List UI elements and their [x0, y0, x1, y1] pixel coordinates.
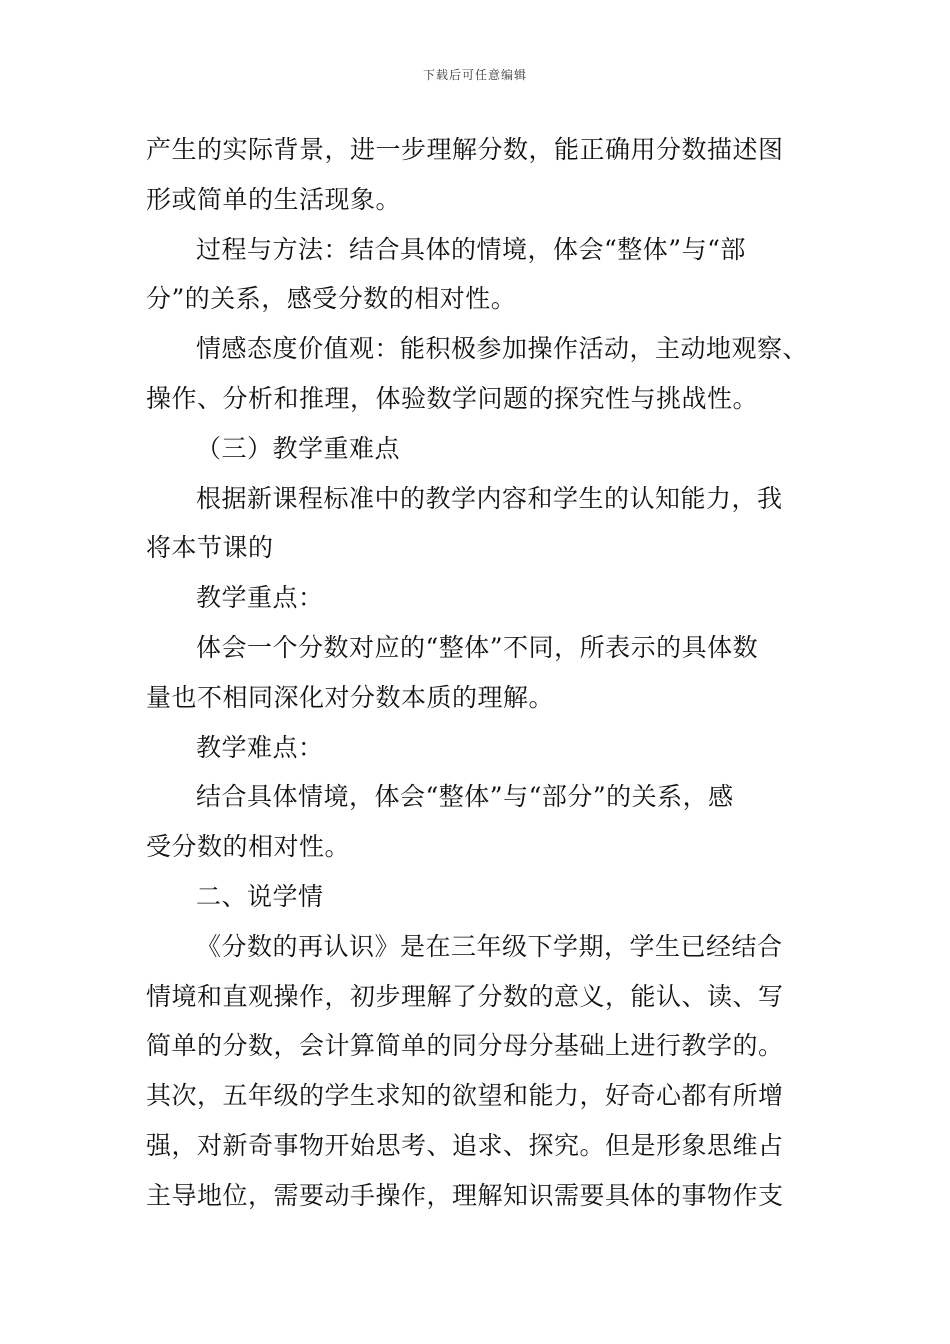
text-line: 分”的关系，感受分数的相对性。 [146, 284, 517, 314]
text-line: 情境和直观操作，初步理解了分数的意义，能认、读、写 [146, 981, 784, 1011]
paragraph-learner-analysis: 《分数的再认识》是在三年级下学期，学生已经结合 [196, 931, 783, 961]
text-line: 将本节课的 [146, 533, 274, 563]
text-line: 受分数的相对性。 [146, 832, 351, 862]
paragraph-teaching-difficulty: 结合具体情境，体会“整体”与“部分”的关系，感 [196, 782, 734, 812]
text-line: 其次，五年级的学生求知的欲望和能力，好奇心都有所增 [146, 1081, 784, 1111]
section-heading-key-points: （三）教学重难点 [196, 433, 401, 463]
text-line: 量也不相同深化对分数本质的理解。 [146, 682, 555, 712]
text-line: 操作、分析和推理，体验数学问题的探究性与挑战性。 [146, 383, 759, 413]
section-heading-learner-analysis: 二、说学情 [196, 881, 324, 911]
label-teaching-difficulty: 教学难点： [196, 732, 324, 762]
text-line: 简单的分数，会计算简单的同分母分基础上进行教学的。 [146, 1031, 784, 1061]
paragraph-process-method: 过程与方法：结合具体的情境，体会“整体”与“部 [196, 234, 746, 264]
text-line: 主导地位，需要动手操作，理解知识需要具体的事物作支 [146, 1180, 784, 1210]
text-line: 形或简单的生活现象。 [146, 184, 402, 214]
paragraph-curriculum: 根据新课程标准中的教学内容和学生的认知能力，我 [196, 483, 783, 513]
paragraph-teaching-focus: 体会一个分数对应的“整体”不同，所表示的具体数 [196, 632, 759, 662]
text-line: 强，对新奇事物开始思考、追求、探究。但是形象思维占 [146, 1130, 784, 1160]
label-teaching-focus: 教学重点： [196, 583, 324, 613]
document-body [146, 125, 822, 1221]
header-note: 下载后可任意编辑 [422, 68, 527, 82]
paragraph-emotion-values: 情感态度价值观：能积极参加操作活动，主动地观察、 [196, 334, 809, 364]
text-line: 产生的实际背景，进一步理解分数，能正确用分数描述图 [146, 135, 784, 164]
